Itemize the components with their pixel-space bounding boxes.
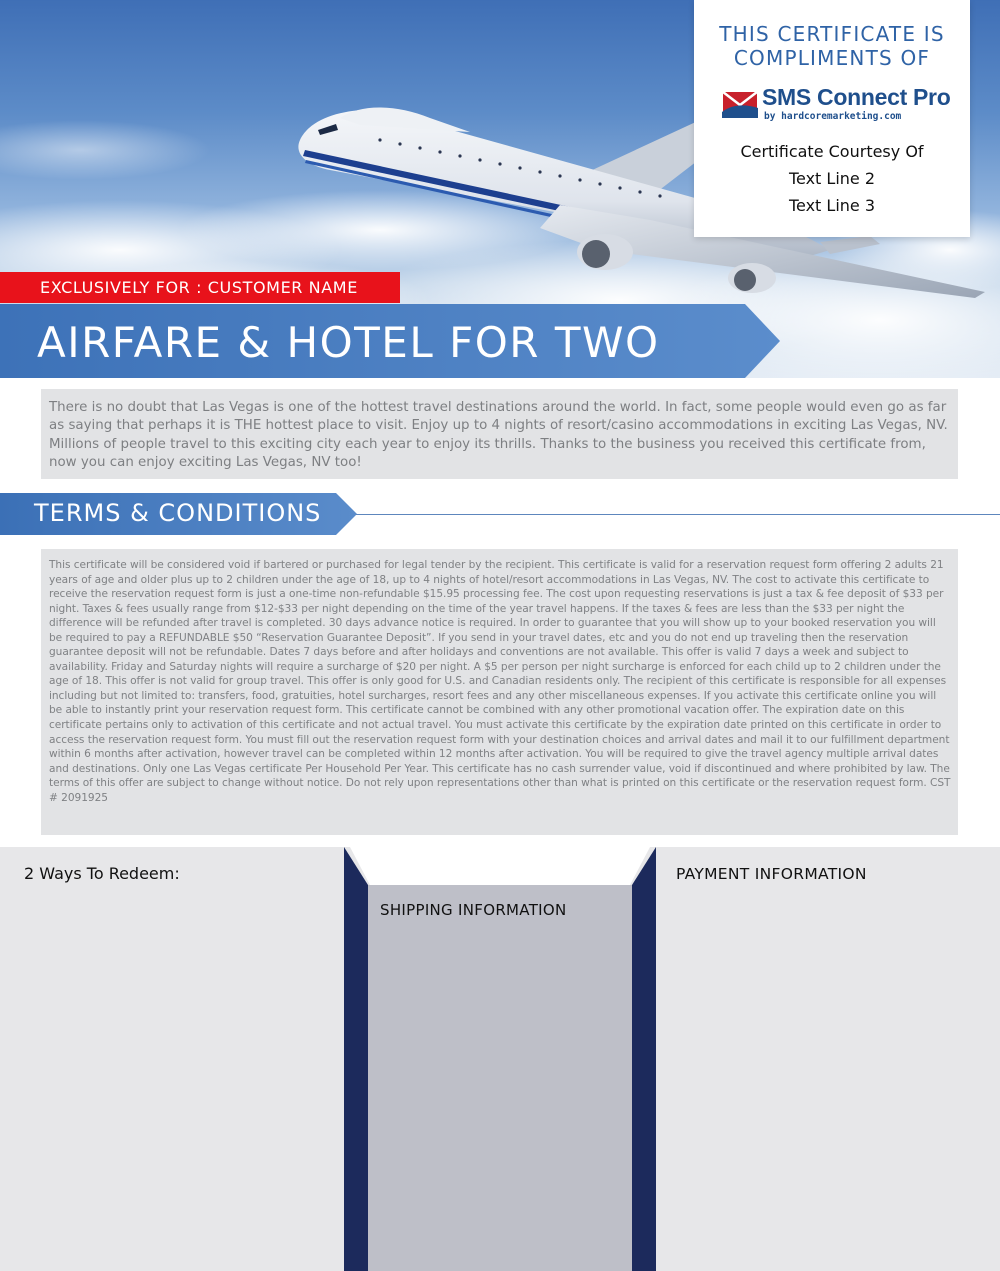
- compliments-title: THIS CERTIFICATE IS COMPLIMENTS OF: [719, 22, 945, 70]
- exclusive-for-label: EXCLUSIVELY FOR : CUSTOMER NAME: [0, 272, 400, 303]
- courtesy-lines: [694, 138, 970, 219]
- terms-paragraph: This certificate will be considered void if bartered or purchased for legal tender by the recipient. This certificate is valid for a reservation request form offering 2 adults 21 years of age and older plus up to 2 children under the age of 18, up to 4 nights of hotel/resort accommodations in Las Vegas, NV. The cost to activate this certificate to receive the reservation request form is just a one-time non-refundable $15.95 processing fee. The cost upon requesting reservations is just a tax & fee deposit of $33 per night. Taxes & fees usually range from $12-$33 per night depending on the time of the year travel happens. If the taxes & fees are less than the $33 per night the difference will be refunded after travel is completed. 30 days advance notice is required. In order to guarantee that you will show up to your booked reservation you will be required to pay a REFUNDABLE $50 “Reservation Guarantee Deposit”. If you send in your travel dates, etc and you do not end up traveling then the reservation guarantee deposit will not be refundable. Dates 7 days before and after holidays and conventions are not available. This offer is valid 7 days a week and subject to availability. Friday and Saturday nights will require a surcharge of $20 per night. A $5 per person per night surcharge is enforced for each child up to 2 children under the age of 18. This offer is not valid for group travel. This offer is only good for U.S. and Canadian residents only. The recipient of this certificate is responsible for all expenses including but not limited to: transfers, food, gratuities, hotel surcharges, resort fees and any other miscellaneous expenses. If you activate this certificate online you will be able to instantly print your reservation request form. This certificate cannot be combined with any other promotional vacation offer. The expiration date on this certificate pertains only to activation of this certificate and not actual travel. You must activate this certificate by the expiration date printed on this certificate in order to access the reservation request form. You must fill out the reservation request form with your destination choices and arrival dates and mail it to our fulfillment department within 6 months after activation, however travel can be completed within 12 months after activation. You will be required to give the travel agency multiple arrival dates and destinations. Only one Las Vegas certificate Per Household Per Year. This certificate has no cash surrender value, void if discontinued and where prohibited by law. The terms of this offer are subject to change without notice. Do not rely upon representations other than what is printed on this certificate or the reservation request form. CST # 2091925: [41, 549, 958, 835]
- terms-divider: [356, 514, 1000, 515]
- redeem-section: [0, 847, 1000, 1271]
- logo-name: SMS Connect Pro: [762, 84, 951, 110]
- courtesy-line-3: Text Line 3: [788, 196, 876, 215]
- redeem-label: 2 Ways To Redeem:: [24, 864, 180, 883]
- company-logo: [720, 84, 951, 124]
- intro-paragraph: There is no doubt that Las Vegas is one of the hottest travel destinations around the world. In fact, some people would even go as far as saying that perhaps it is THE hottest place to visit. Enjoy up to 4 nights of resort/casino accommodations in exciting Las Vegas, NV. Millions of people travel to this exciting city each year to enjoy its thrills. Thanks to the business you received this certificate from, now you can enjoy exciting Las Vegas, NV too!: [41, 389, 958, 479]
- courtesy-line-2: Text Line 2: [788, 169, 876, 188]
- main-title-banner: [0, 304, 780, 378]
- terms-title: TERMS & CONDITIONS: [34, 499, 322, 527]
- courtesy-line-1: Certificate Courtesy Of: [740, 142, 924, 161]
- logo-tagline: by hardcoremarketing.com: [764, 111, 902, 122]
- terms-header: [0, 493, 360, 535]
- hero-banner: [0, 0, 1000, 378]
- envelope-logo-icon: [722, 88, 758, 118]
- main-title: AIRFARE & HOTEL FOR TWO: [37, 318, 660, 367]
- payment-info-label: PAYMENT INFORMATION: [676, 865, 867, 883]
- compliments-box: [694, 0, 970, 237]
- shipping-info-label: SHIPPING INFORMATION: [380, 901, 567, 919]
